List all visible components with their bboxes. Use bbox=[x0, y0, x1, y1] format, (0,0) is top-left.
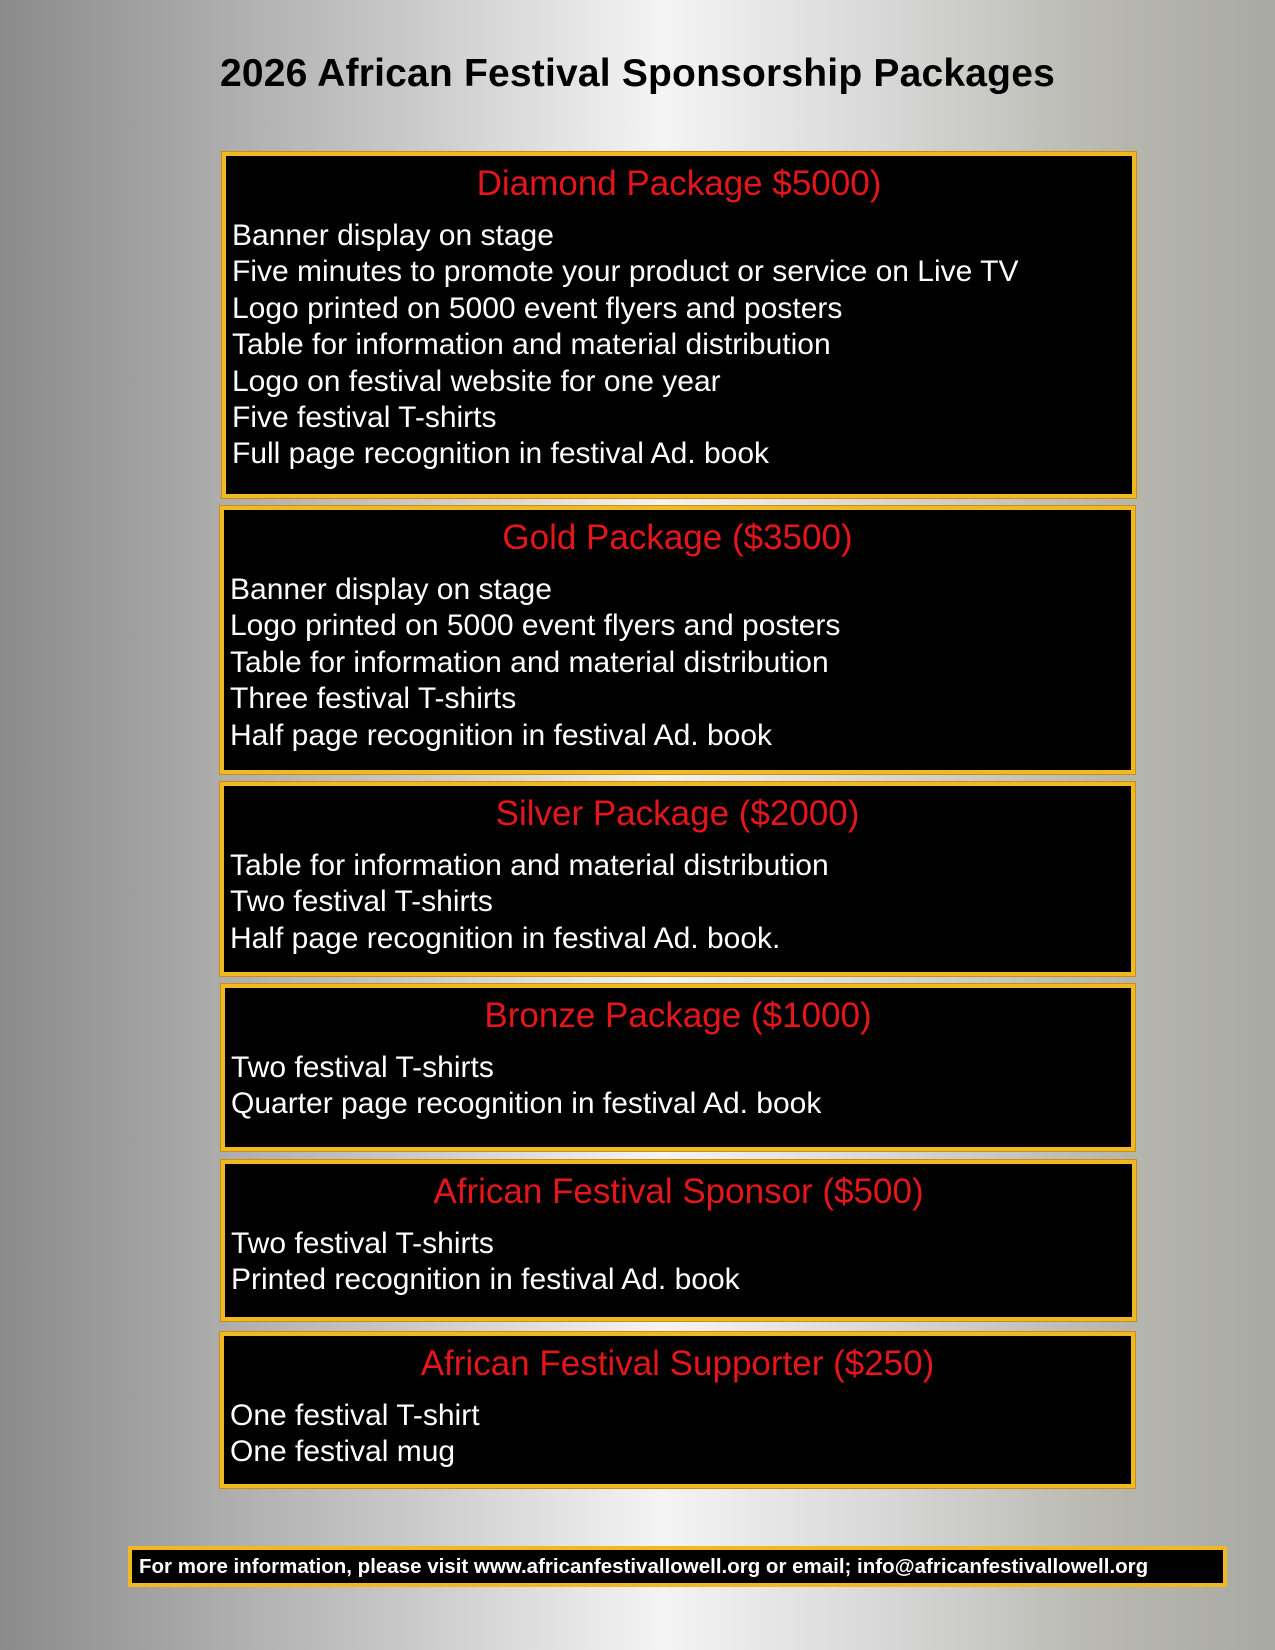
list-item: Half page recognition in festival Ad. book bbox=[230, 718, 773, 752]
contact-footer: For more information, please visit www.africanfestivallowell.org or email; info@africanfestivallowell.org bbox=[128, 1546, 1227, 1587]
list-item: Table for information and material distribution bbox=[230, 645, 829, 679]
list-item: Table for information and material distribution bbox=[232, 328, 831, 362]
list-item: Two festival T-shirts bbox=[231, 1051, 494, 1084]
package-title: African Festival Sponsor ($500) bbox=[433, 1172, 924, 1211]
list-item: Banner display on stage bbox=[232, 219, 554, 252]
list-item: One festival T-shirt bbox=[230, 1399, 480, 1432]
list-item: Logo on festival website for one year bbox=[232, 364, 721, 398]
package-box-diamond bbox=[222, 152, 1136, 498]
list-item: Logo printed on 5000 event flyers and posters bbox=[232, 291, 843, 325]
list-item: Logo printed on 5000 event flyers and posters bbox=[230, 609, 841, 643]
list-item: Banner display on stage bbox=[230, 573, 552, 606]
package-title: Bronze Package ($1000) bbox=[484, 996, 872, 1035]
package-title: Gold Package ($3500) bbox=[502, 518, 853, 557]
list-item: One festival mug bbox=[230, 1435, 456, 1469]
package-benefits bbox=[232, 218, 1132, 473]
package-box-bronze bbox=[221, 984, 1135, 1151]
list-item: Printed recognition in festival Ad. book bbox=[231, 1263, 740, 1297]
package-benefits bbox=[230, 1398, 1131, 1471]
package-title: Silver Package ($2000) bbox=[495, 794, 860, 833]
page-title: 2026 African Festival Sponsorship Packages bbox=[220, 52, 1055, 95]
package-benefits bbox=[230, 848, 1131, 957]
package-title: Diamond Package $5000) bbox=[476, 164, 882, 203]
list-item: Two festival T-shirts bbox=[231, 1227, 494, 1260]
package-benefits bbox=[231, 1050, 1131, 1123]
package-benefits bbox=[231, 1226, 1132, 1299]
package-box-gold bbox=[220, 506, 1135, 774]
list-item: Five festival T-shirts bbox=[232, 401, 497, 435]
package-box-sponsor bbox=[221, 1160, 1136, 1321]
list-item: Half page recognition in festival Ad. book. bbox=[230, 921, 781, 955]
package-title: African Festival Supporter ($250) bbox=[420, 1344, 935, 1383]
list-item: Full page recognition in festival Ad. book bbox=[232, 437, 769, 471]
list-item: Table for information and material distribution bbox=[230, 849, 829, 882]
package-benefits bbox=[230, 572, 1131, 754]
list-item: Quarter page recognition in festival Ad. book bbox=[231, 1087, 822, 1121]
list-item: Two festival T-shirts bbox=[230, 885, 493, 919]
package-box-supporter bbox=[220, 1332, 1135, 1488]
list-item: Five minutes to promote your product or service on Live TV bbox=[232, 255, 1019, 289]
package-box-silver bbox=[220, 782, 1135, 976]
list-item: Three festival T-shirts bbox=[230, 682, 517, 716]
